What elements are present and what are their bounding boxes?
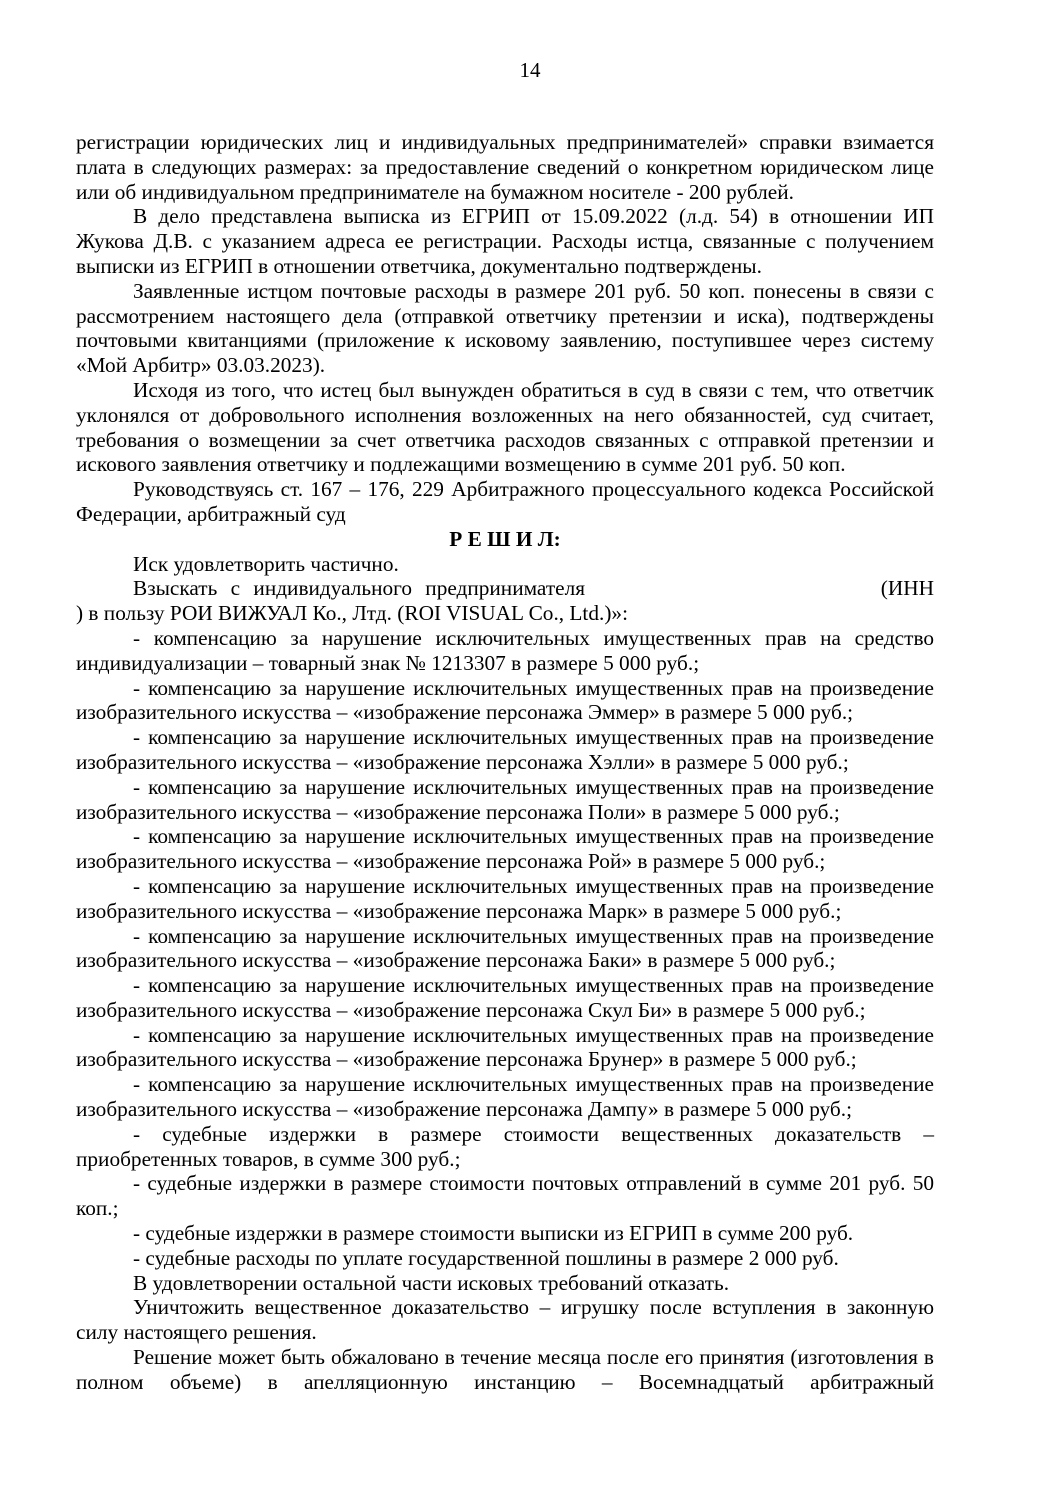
- award-item-roy: - компенсацию за нарушение исключительных имущественных прав на произведение изобразительного искусства – «изображение персонажа Рой» в размере 5 000 руб.;: [76, 824, 934, 874]
- cost-item-evidence-goods: - судебные издержки в размере стоимости вещественных доказательств – приобретенных товаров, в сумме 300 руб.;: [76, 1121, 934, 1171]
- paragraph-recover-line1: [76, 576, 934, 601]
- paragraph-appeal-procedure: Решение может быть обжаловано в течение месяца после его принятия (изготовления в полном объеме) в апелляционную инстанцию – Восемнадцатый арбитражный: [76, 1345, 934, 1394]
- award-item-baki: - компенсацию за нарушение исключительных имущественных прав на произведение изобразительного искусства – «изображение персонажа Баки» в размере 5 000 руб.;: [76, 923, 934, 973]
- award-item-mark: - компенсацию за нарушение исключительных имущественных прав на произведение изобразительного искусства – «изображение персонажа Марк» в размере 5 000 руб.;: [76, 873, 934, 923]
- cost-item-postal: - судебные издержки в размере стоимости почтовых отправлений в сумме 201 руб. 50 коп.;: [76, 1171, 934, 1221]
- paragraph-court-reasoning: Исходя из того, что истец был вынужден обратиться в суд в связи с тем, что ответчик уклонялся от добровольного исполнения возложенных на него обязанностей, суд считает, требования о возмещении за счет ответчика расходов связанных с отправкой претензии и искового заявления ответчику и подлежащими возмещению в сумме 201 руб. 50 коп.: [76, 377, 934, 477]
- paragraph-postal-costs: Заявленные истцом почтовые расходы в размере 201 руб. 50 коп. понесены в связи с рассмотрением настоящего дела (отправкой ответчику претензии и иска), подтверждены почтовыми квитанциями (приложение к исковому заявлению, поступившее через систему «Мой Арбитр» 03.03.2023).: [76, 278, 934, 378]
- award-item-trademark: - компенсацию за нарушение исключительных имущественных прав на средство индивидуализации – товарный знак № 1213307 в размере 5 000 руб.;: [76, 625, 934, 675]
- paragraph-guided-by-articles: Руководствуясь ст. 167 – 176, 229 Арбитражного процессуального кодекса Российской Федерации, арбитражный суд: [76, 477, 934, 526]
- award-item-school-b: - компенсацию за нарушение исключительных имущественных прав на произведение изобразительного искусства – «изображение персонажа Скул Би» в размере 5 000 руб.;: [76, 973, 934, 1022]
- inn-label: (ИНН: [880, 576, 934, 601]
- cost-item-egrip-extract: - судебные издержки в размере стоимости выписки из ЕГРИП в сумме 200 руб.: [133, 1221, 854, 1246]
- paragraph-registration-fee: регистрации юридических лиц и индивидуальных предпринимателей» справки взимается плата в следующих размерах: за предоставление сведений о конкретном юридическом лице или об индивидуальном предпринимателе на бумажном носителе - 200 рублей.: [76, 130, 934, 204]
- award-item-bruner: - компенсацию за нарушение исключительных имущественных прав на произведение изобразительного искусства – «изображение персонажа Брунер» в размере 5 000 руб.;: [76, 1022, 934, 1072]
- cost-item-state-duty: - судебные расходы по уплате государственной пошлины в размере 2 000 руб.: [133, 1245, 839, 1270]
- paragraph-refuse-rest: В удовлетворении остальной части исковых требований отказать.: [133, 1270, 730, 1295]
- award-item-poli: - компенсацию за нарушение исключительных имущественных прав на произведение изобразительного искусства – «изображение персонажа Поли» в размере 5 000 руб.;: [76, 774, 934, 824]
- award-item-helly: - компенсацию за нарушение исключительных имущественных прав на произведение изобразительного искусства – «изображение персонажа Хэлли» в размере 5 000 руб.;: [76, 725, 934, 774]
- recover-from-entrepreneur-text: Взыскать с индивидуального предпринимателя: [133, 576, 586, 601]
- award-item-dampu: - компенсацию за нарушение исключительных имущественных прав на произведение изобразительного искусства – «изображение персонажа Дампу» в размере 5 000 руб.;: [76, 1072, 934, 1122]
- paragraph-destroy-evidence: Уничтожить вещественное доказательство – игрушку после вступления в законную силу настоящего решения.: [76, 1295, 934, 1345]
- decision-heading: Р Е Ш И Л:: [449, 526, 561, 551]
- document-content: [76, 130, 934, 1395]
- paragraph-claim-partially-satisfied: Иск удовлетворить частично.: [133, 551, 399, 576]
- paragraph-egrip-extract: В дело представлена выписка из ЕГРИП от 15.09.2022 (л.д. 54) в отношении ИП Жукова Д.В. с указанием адреса ее регистрации. Расходы истца, связанные с получением выписки из ЕГРИП в отношении ответчика, документально подтверждены.: [76, 204, 934, 278]
- page-number: 14: [519, 58, 541, 82]
- award-item-emmer: - компенсацию за нарушение исключительных имущественных прав на произведение изобразительного искусства – «изображение персонажа Эммер» в размере 5 000 руб.;: [76, 675, 934, 725]
- paragraph-recover-line2: ) в пользу РОИ ВИЖУАЛ Ко., Лтд. (ROI VISUAL Co., Ltd.)»:: [76, 601, 628, 626]
